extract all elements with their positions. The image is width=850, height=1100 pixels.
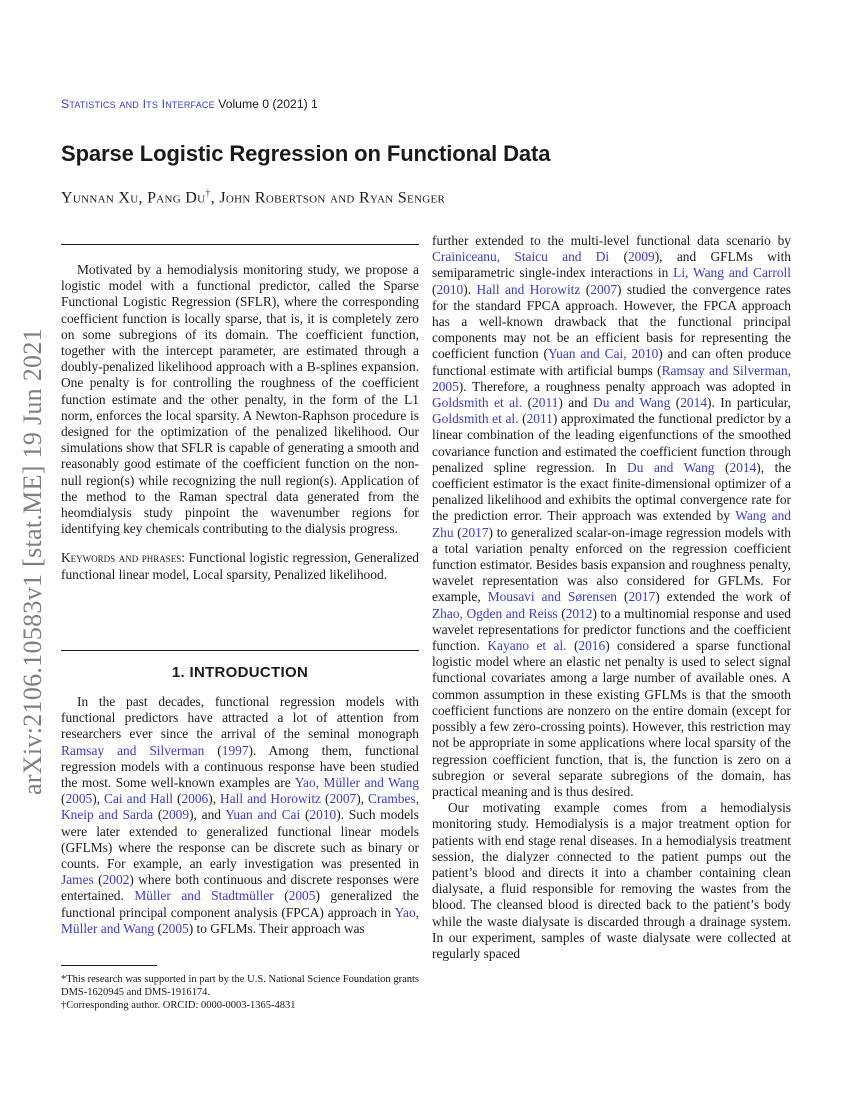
text-segment: ). Therefore, a roughness penalty approach was adopted in (458, 378, 791, 394)
text-segment: ( (616, 589, 629, 605)
text-segment: ), (356, 791, 369, 807)
citation-link[interactable]: 2007 (329, 791, 357, 807)
citation-link[interactable]: Mousavi and Sørensen (487, 589, 617, 605)
citation-link[interactable]: 2014 (729, 459, 757, 475)
citation-link[interactable]: 2017 (628, 589, 656, 605)
text-segment: ), (208, 791, 221, 807)
text-segment: ( (670, 395, 681, 411)
text-segment: ) generalized the functional principal component analysis (FPCA) approach in (61, 888, 419, 920)
corresponding-author-marker[interactable]: † (205, 188, 211, 199)
citation-link[interactable]: Du and Wang (627, 459, 715, 475)
text-segment: ( (522, 395, 533, 411)
text-segment: ). (463, 281, 477, 297)
citation-link[interactable]: Crainiceanu, Staicu and Di (432, 249, 610, 265)
text-segment: ) to generalized scalar-on-image regression models with a total variation penalty enforced on the regression coefficient function estimator. Besides basis expansion and roughness penalty, wavelet representation was also considered for GFLMs. For example, (432, 524, 791, 605)
paper-title: Sparse Logistic Regression on Functional Data (61, 141, 551, 166)
text-segment: ( (432, 281, 437, 297)
citation-link[interactable]: Kayano et al. (487, 638, 567, 654)
text-segment: ( (204, 742, 222, 758)
citation-link[interactable]: Goldsmith et al. (432, 395, 523, 411)
authors-rest: , John Robertson and Ryan Senger (210, 189, 446, 207)
text-segment: ) approximated the functional predictor by a linear combination of the leading eigenfunctions of the smoothed covariance function and estimated the coefficient function through penalized spline regression. In (432, 411, 791, 475)
citation-link[interactable]: Ramsay and Silverman, 2005 (432, 362, 791, 394)
text-segment: further extended to the multi-level functional data scenario by (432, 233, 791, 248)
text-segment: In the past decades, functional regression models with functional predictors have attracted a lot of attention from researchers ever since the arrival of the seminal monograph (61, 694, 419, 742)
citation-link[interactable]: 2009 (627, 249, 655, 265)
citation-link[interactable]: Cai and Hall (104, 791, 174, 807)
text-segment: ( (453, 524, 462, 540)
motivating-example-paragraph: Our motivating example comes from a hemodialysis monitoring study. Hemodialysis is a major treatment option for patients with end stage renal diseases. In a hemodialysis treatment session, the dialyzer connected to the patient pumps out the patient’s blood and directs it into a chamber containing clean dialysate, a fluid responsible for removing the wastes from the blood. The cleansed blood is directed back to the patient’s body while the waste dialysate is discarded through a drainage system. In our experiment, samples of waste dialysate were collected at regularly spaced (432, 800, 791, 961)
text-segment: ( (609, 249, 628, 265)
text-segment: ), and (189, 807, 226, 823)
intro-paragraph (61, 694, 419, 937)
citation-link[interactable]: 2016 (578, 638, 606, 654)
authors-first: Yunnan Xu, Pang Du (61, 189, 206, 207)
text-segment: ) to a multinomial response and used wavelet representations for predictor functions and the coefficient function. (432, 605, 791, 654)
text-segment: ( (566, 638, 579, 654)
citation-link[interactable]: Yuan and Cai (225, 807, 301, 823)
citation-link[interactable]: 2005 (65, 791, 93, 807)
keywords-list: Functional logistic regression, Generalized functional linear model, Local sparsity, Penalized likelihood. (61, 550, 419, 582)
text-segment: ( (61, 791, 66, 807)
text-segment: ( (273, 888, 289, 904)
citation-link[interactable]: Yao, Müller and Wang (61, 904, 419, 936)
citation-link[interactable]: Goldsmith et al. (432, 411, 519, 427)
abstract-top-rule (61, 244, 419, 245)
citation-link[interactable]: Zhao, Ogden and Reiss (432, 605, 558, 621)
citation-link[interactable]: 2010 (436, 281, 464, 297)
section-heading-introduction: 1. INTRODUCTION (171, 664, 309, 681)
citation-link[interactable]: 2010 (309, 807, 337, 823)
footnote-funding: *This research was supported in part by the U.S. National Science Foundation grants DMS-1620945 and DMS-1916174. (61, 974, 419, 998)
citation-link[interactable]: 2011 (532, 395, 559, 411)
citation-link[interactable]: Yuan and Cai, 2010 (547, 346, 659, 362)
text-segment: ). In particular, (707, 395, 791, 411)
text-segment: ) to GFLMs. Their approach was (188, 920, 365, 936)
citation-link[interactable]: James (61, 872, 94, 888)
author-list (61, 188, 445, 207)
citation-link[interactable]: Du and Wang (593, 395, 671, 411)
citation-link[interactable]: 2007 (590, 281, 618, 297)
text-segment: ( (518, 411, 527, 427)
citation-link[interactable]: 2005 (288, 888, 316, 904)
citation-link[interactable]: 2012 (565, 605, 593, 621)
text-segment: ( (300, 807, 310, 823)
text-segment: ) studied the convergence rates for the standard FPCA approach. However, the FPCA approach has a well-known drawback that the functional principal components may not be an efficient basis for representing the coefficient function ( (432, 281, 791, 362)
citation-link[interactable]: 2011 (526, 411, 553, 427)
citation-link[interactable]: Müller and Stadtmüller (134, 888, 274, 904)
citation-link[interactable]: Hall and Horowitz (476, 281, 581, 297)
footnote-corresponding-author: †Corresponding author. ORCID: 0000-0003-1365-4831 (61, 1000, 296, 1011)
footnote-rule (61, 965, 157, 966)
text-segment: ). Such models were later extended to generalized functional linear models (GFLMs) where the response can be discrete such as binary or counts. For example, an early investigation was presented in (61, 807, 419, 872)
text-segment: ), the coefficient estimator is the exact finite-dimensional optimizer of a penalized likelihood and exhibits the optimal convergence rate for the prediction error. Their approach was extended by (432, 459, 792, 524)
text-segment: ) where both continuous and discrete responses were entertained. (61, 872, 420, 904)
text-segment: ) and (558, 395, 594, 411)
text-segment: ) and can often produce functional estimate with artificial bumps ( (432, 346, 792, 378)
text-segment: ) extended the work of (655, 589, 791, 605)
citation-link[interactable]: 2002 (102, 872, 130, 888)
keywords-label: Keywords and phrases: (61, 550, 186, 566)
footnotes (61, 973, 419, 1012)
text-segment: ( (153, 807, 163, 823)
text-segment: ( (714, 459, 730, 475)
citation-link[interactable]: Wang and Zhu (432, 508, 791, 540)
abstract-text: Motivated by a hemodialysis monitoring study, we propose a logistic model with a functional predictor, called the Sparse Functional Logistic Regression (SFLR), where the corresponding coefficient function is locally sparse, that is, it is completely zero on some subregions of its domain. The coefficient function, together with the intercept parameter, are estimated through a doubly-penalized likelihood approach with a B-splines expansion. One penalty is for controlling the roughness of the coefficient function estimate and the other penalty, in the form of the L1 norm, enforces the local sparsity. A Newton-Raphson procedure is designed for the optimization of the penalized likelihood. Our simulations show that SFLR is capable of generating a smooth and reasonably good estimate of the coefficient function on the non-null region(s) while recognizing the null region(s). Application of the method to the Raman spectral data generated from the heomdialysis study pinpoint the wavenumber regions for identifying key chemicals contributing to the dialysis progress. (61, 262, 419, 537)
introduction-column-left (61, 694, 419, 937)
text-segment: ( (580, 281, 591, 297)
text-segment: ), (92, 791, 105, 807)
text-segment: ). Among them, functional regression models with a continuous response have been studied the most. Some well-known examples are (61, 742, 419, 791)
journal-name-link[interactable]: Statistics and Its Interface (61, 97, 215, 111)
citation-link[interactable]: 2017 (461, 524, 489, 540)
citation-link[interactable]: 1997 (221, 742, 249, 758)
literature-review-paragraph (432, 233, 791, 800)
citation-link[interactable]: Yao, Müller and Wang (294, 775, 420, 791)
abstract-bottom-rule (61, 650, 419, 651)
text-segment: ( (154, 920, 162, 936)
text-segment: ( (557, 605, 566, 621)
citation-link[interactable]: 2014 (680, 395, 708, 411)
citation-link[interactable]: 2006 (181, 791, 209, 807)
citation-link[interactable]: 2005 (161, 920, 189, 936)
introduction-column-right (432, 233, 791, 962)
text-segment: ( (321, 791, 330, 807)
text-segment: ( (93, 872, 103, 888)
journal-volume: Volume 0 (2021) 1 (218, 97, 318, 111)
text-segment: ( (173, 791, 182, 807)
citation-link[interactable]: Hall and Horowitz (220, 791, 321, 807)
text-segment: ), and GFLMs with semiparametric single-index interactions in (432, 249, 792, 281)
text-segment: ) considered a sparse functional logistic model where an elastic net penalty is used to select signal functional covariates among a large number of available ones. A common assumption in these existing GFLMs is that the smooth coefficient functions are nonzero on the entire domain (except for possibly a few zero-crossing points). However, this restriction may not be appropriate in some applications where local sparsity of the regression coefficient function, that is, the function is zero on a subregion or several separate subregions of the domain, has practical meaning and is thus desired. (432, 638, 791, 799)
abstract-block (61, 262, 419, 583)
keywords-paragraph (61, 550, 419, 582)
citation-link[interactable]: Li, Wang and Carroll (673, 265, 791, 281)
citation-link[interactable]: Crambes, Kneip and Sarda (61, 791, 419, 823)
journal-header (61, 97, 318, 111)
citation-link[interactable]: 2009 (162, 807, 190, 823)
citation-link[interactable]: Ramsay and Silverman (61, 742, 205, 758)
arxiv-identifier-stamp: arXiv:2106.10583v1 [stat.ME] 19 Jun 2021 (18, 328, 47, 795)
